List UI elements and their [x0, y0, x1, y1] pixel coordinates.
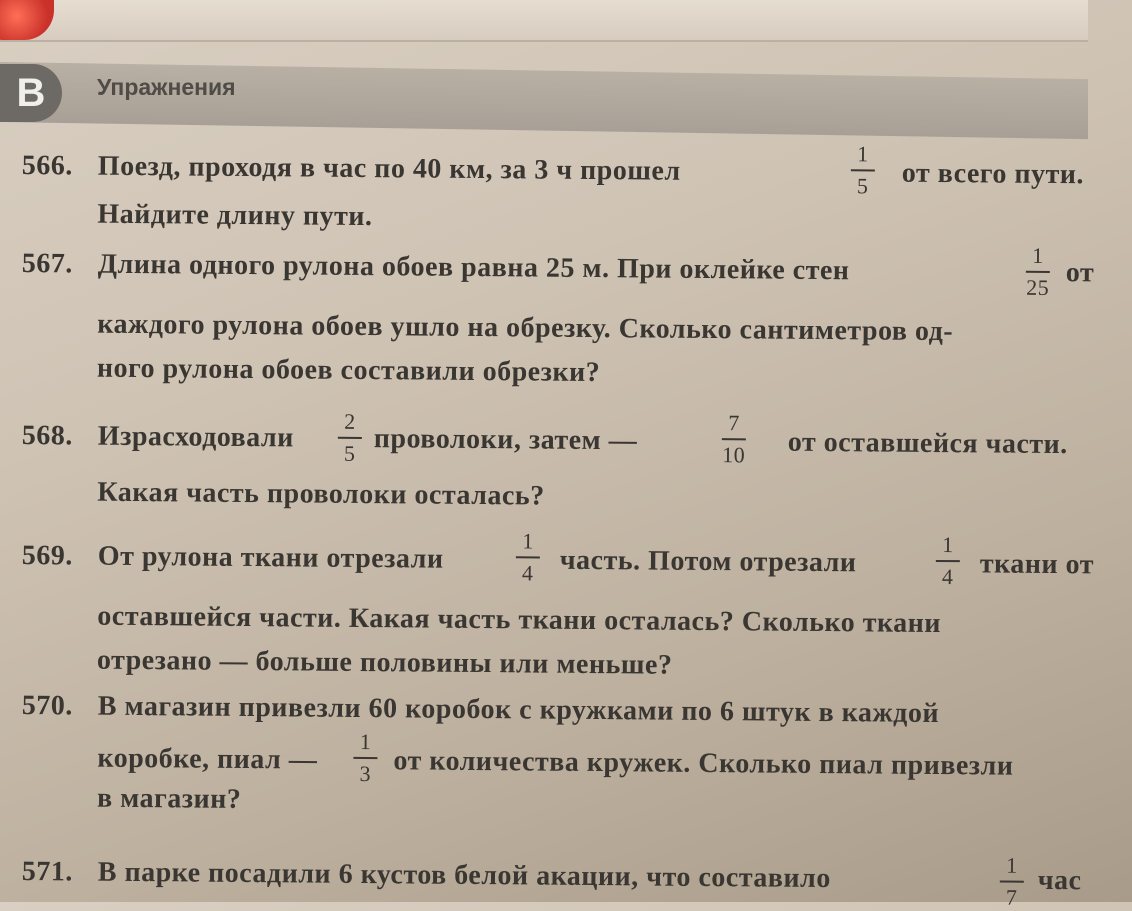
- fraction-numerator: 1: [522, 528, 534, 554]
- exercise-text: от количества кружек. Сколько пиал привезли: [393, 745, 1014, 782]
- exercise-text: от оставшейся части.: [787, 426, 1068, 461]
- fraction-denominator: 4: [941, 564, 954, 590]
- exercise-text: В парке посадили 6 кустов белой акации, что составило: [97, 856, 831, 895]
- exercise-text: в магазин?: [96, 782, 242, 815]
- fraction-denominator: 7: [1005, 884, 1018, 910]
- exercise-text: оставшейся части. Какая часть ткани осталась? Сколько ткани: [97, 600, 942, 640]
- exercise-text: Израсходовали: [97, 420, 294, 454]
- exercise-text: от: [1065, 257, 1095, 289]
- exercise-text: коробке, пиал —: [97, 742, 318, 776]
- fraction: [851, 143, 875, 197]
- fraction: [1026, 242, 1050, 300]
- fraction-denominator: 3: [359, 760, 372, 787]
- fraction: [516, 530, 540, 584]
- exercise-570: [21, 690, 1132, 815]
- fraction-numerator: 1: [1006, 852, 1018, 878]
- exercise-text: В магазин привезли 60 коробок с кружками по 6 штук в каждой: [97, 690, 940, 730]
- exercise-number: 567.: [21, 248, 73, 280]
- fraction-numerator: 2: [344, 408, 356, 434]
- exercise-number: 571.: [21, 856, 73, 888]
- exercise-number: 570.: [21, 690, 73, 722]
- fraction-numerator: 1: [857, 141, 869, 167]
- exercise-text: проволоки, затем —: [373, 423, 638, 457]
- fraction-numerator: 1: [942, 532, 954, 558]
- fraction-denominator: 5: [856, 173, 869, 199]
- exercise-568: [21, 408, 1132, 512]
- exercise-566: [21, 141, 1132, 233]
- section-badge: В: [0, 64, 62, 122]
- exercise-text: Какая часть проволоки осталась?: [97, 476, 545, 512]
- exercise-text: От рулона ткани отрезали: [97, 540, 444, 575]
- exercise-text: часть. Потом отрезали: [559, 544, 857, 579]
- exercise-text: ного рулона обоев составили обрезки?: [96, 352, 601, 389]
- page-top-edge: [0, 0, 1088, 42]
- exercise-number: 566.: [21, 150, 73, 182]
- fraction: [1000, 852, 1024, 910]
- fraction-numerator: 1: [359, 728, 372, 755]
- exercise-text: час: [1037, 864, 1082, 897]
- fraction: [722, 412, 746, 466]
- exercise-567: [21, 242, 1132, 389]
- fraction-numerator: 7: [728, 410, 740, 436]
- exercise-text: каждого рулона обоев ушло на обрезку. Сколько сантиметров од-: [97, 308, 954, 348]
- exercise-text: Длина одного рулона обоев равна 25 м. При оклейке стен: [97, 248, 850, 287]
- fraction-denominator: 25: [1026, 274, 1050, 300]
- fraction: [338, 408, 362, 466]
- fraction: [936, 534, 960, 588]
- section-title: Упражнения: [97, 74, 236, 100]
- fraction-numerator: 1: [1032, 242, 1044, 268]
- fraction-denominator: 10: [722, 442, 746, 468]
- exercise-571: [21, 852, 1132, 910]
- exercise-text: от всего пути.: [901, 157, 1085, 191]
- exercise-number: 569.: [21, 540, 73, 572]
- exercise-569: [21, 528, 1132, 681]
- fraction-denominator: 4: [521, 560, 534, 586]
- fraction-denominator: 5: [343, 440, 356, 466]
- fraction: [353, 728, 377, 787]
- exercise-text: Поезд, проходя в час по 40 км, за 3 ч прошел: [97, 150, 681, 187]
- exercise-number: 568.: [21, 420, 73, 452]
- exercise-text: Найдите длину пути.: [97, 198, 373, 233]
- exercise-text: ткани от: [979, 548, 1095, 581]
- exercise-text: отрезано — больше половины или меньше?: [96, 644, 673, 681]
